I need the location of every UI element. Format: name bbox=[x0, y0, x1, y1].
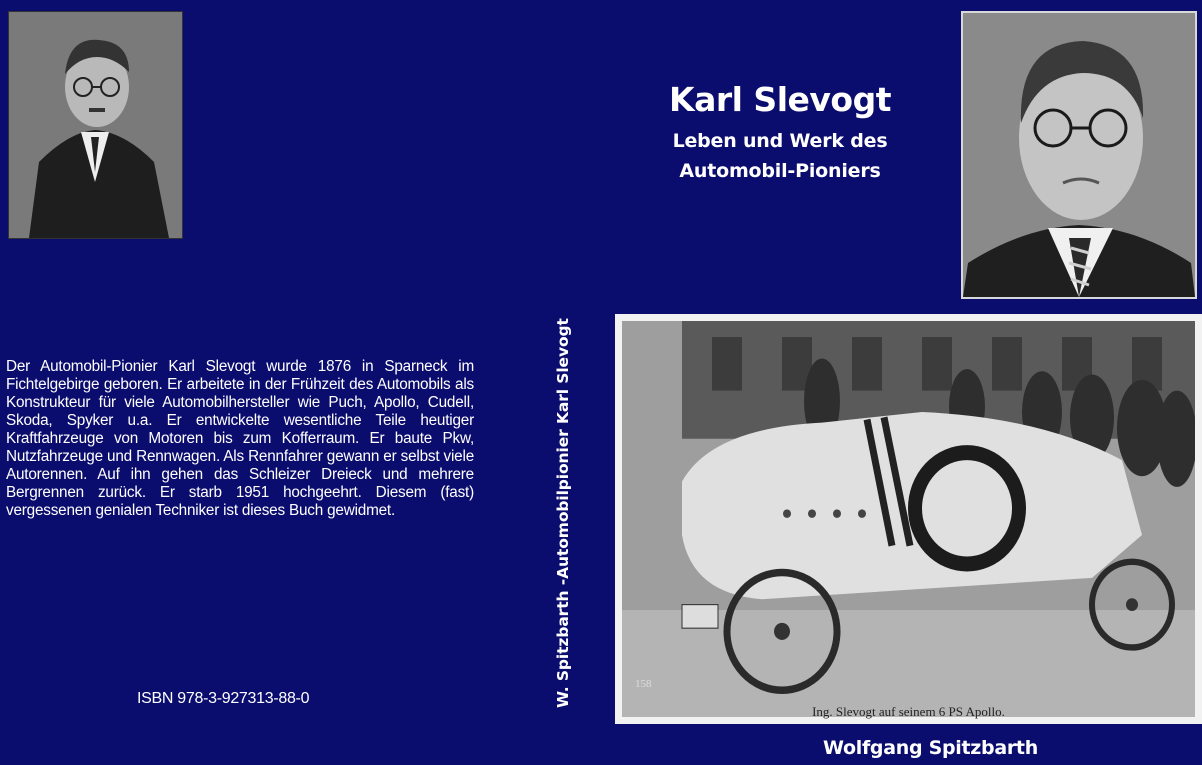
photo-number: 158 bbox=[635, 678, 652, 690]
book-subtitle-line-2: Automobil-Pioniers bbox=[679, 160, 881, 182]
book-title: Karl Slevogt bbox=[669, 80, 891, 119]
back-cover-portrait-photo bbox=[8, 11, 183, 239]
spine-text: W. Spitzbarth -Automobilpionier Karl Slevogt bbox=[554, 318, 572, 708]
front-cover-portrait-photo bbox=[961, 11, 1197, 299]
portrait-illustration bbox=[963, 13, 1195, 297]
isbn-number: ISBN 978-3-927313-88-0 bbox=[137, 690, 310, 707]
back-cover-blurb: Der Automobil-Pionier Karl Slevogt wurde 1876 in Sparneck im Fichtelgebirge geboren. Er arbeitete in der Frühzeit des Automobils als Konstrukteur für viele Automobilhersteller wie Puch, Apollo, Cudell, Skoda, Spyker u.a. Er entwickelte wesentliche Teile heutiger Kraftfahrzeuge von Motoren bis zum Kofferraum. Er baute Pkw, Nutzfahrzeuge und Rennwagen. Als Rennfahrer gewann er selbst viele Autorennen. Auf ihn gehen das Schleizer Dreieck und mehrere Bergrennen zurück. Er starb 1951 hochgeehrt. Diesem (fast) vergessenen genialen Techniker ist dieses Buch gewidmet. bbox=[6, 358, 474, 519]
author-name: Wolfgang Spitzbarth bbox=[823, 737, 1038, 759]
portrait-illustration bbox=[9, 12, 182, 238]
book-subtitle-line-1: Leben und Werk des bbox=[672, 130, 888, 152]
race-car-illustration bbox=[622, 321, 1195, 717]
photo-caption: Ing. Slevogt auf seinem 6 PS Apollo. bbox=[812, 704, 1005, 719]
front-cover-title-block bbox=[640, 78, 920, 186]
race-car-photo bbox=[615, 314, 1202, 724]
